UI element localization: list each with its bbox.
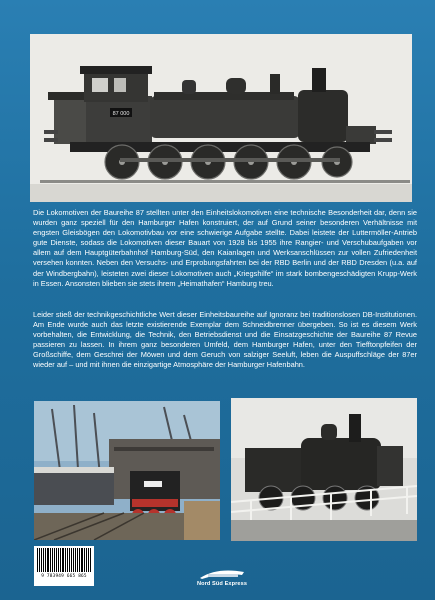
barcode-bar	[45, 548, 46, 572]
barcode-bar	[47, 548, 49, 572]
barcode-bar	[39, 548, 40, 572]
barcode-bar	[86, 548, 87, 572]
barcode-bar	[60, 548, 61, 572]
isbn-barcode	[34, 546, 94, 586]
locomotive-bw-photo	[231, 398, 417, 541]
barcode-bar	[56, 548, 57, 572]
number-plate-text: 87 000	[112, 111, 130, 117]
barcode-bar	[90, 548, 91, 572]
barcode-bar	[41, 548, 43, 572]
barcode-number: 9 783949 665 865	[41, 574, 87, 579]
barcode-bar	[37, 548, 38, 572]
locomotive-factory-photo	[30, 34, 412, 202]
barcode-bar	[71, 548, 72, 572]
barcode-bar	[75, 548, 77, 572]
barcode-bar	[79, 548, 80, 572]
barcode-bar	[73, 548, 74, 572]
barcode-bar	[58, 548, 60, 572]
barcode-bar	[67, 548, 68, 572]
description-paragraph-2: Leider stieß der technikgeschichtliche Wert dieser Einheitsbaureihe auf Ignoranz bei traditionslosen DB-Institutionen. Am Ende wurde auch das letzte existierende Exemplar dem Schneidbrenner übergeben. So ist es diesem Werk vorbehalten, die Entwicklung, die Technik, den Betriebsdienst und die Einsatzgeschichte der Baureihe 87 Revue passieren zu lassen. In ihrem ganz besonderen Umfeld, dem Hamburger Hafen, unter den Tiefftonpfeifen der Großschiffe, dem Geschrei der Möwen und dem Geruch von salziger Seeluft, leben die Auspuffschläge der 87er wieder auf – und mit ihnen die einzigartige Atmosphäre der Hamburger Hafenbahn.	[33, 310, 417, 370]
barcode-bar	[84, 548, 85, 572]
train-swoosh-icon	[198, 568, 246, 580]
barcode-bar	[65, 548, 66, 572]
publisher-logo	[192, 568, 252, 592]
barcode-bar	[69, 548, 71, 572]
barcode-bar	[43, 548, 44, 572]
barcode-bar	[88, 548, 90, 572]
barcode-bars	[37, 548, 91, 572]
barcode-bar	[52, 548, 54, 572]
description-paragraph-1: Die Lokomotiven der Baureihe 87 stellten unter den Einheitslokomotiven eine technische Besonderheit dar, denn sie wurden ganz speziell für den Hamburger Hafen konstruiert, der auf Grund seiner besonderen Verhältnisse mit engsten Gleisbögen den Lokomotivbau vor eine schwierige Aufgabe stellte. Dabei leistete der Luttermöller-Antrieb gute Dienste, sodass die Lokomotiven dieser Bauart von 1928 bis 1955 ihre Rangier- und Verschubaufgaben vor allem auf dem Hauptgüterbahnhof Hamburg-Süd, den Kaianlagen und Werksanschlüssen zur vollen Zufriedenheit versehen konnten. Neben den Versuchs- und Erprobungsfahrten bei der RBD Berlin und der RBD Dresden (u.a. auf der Windbergbahn), leisteten zwei dieser Lokomotiven auch „Kriegshilfe“ im stark bombengeschädigten Krupp-Werk in Essen. Ansonsten blieben sie stets ihrem „Heimathafen“ Hamburg treu.	[33, 208, 417, 288]
harbour-color-photo	[34, 401, 220, 540]
barcode-bar	[50, 548, 51, 572]
barcode-bar	[62, 548, 64, 572]
barcode-bar	[81, 548, 83, 572]
publisher-name: Nord Süd Express	[196, 581, 248, 587]
barcode-bar	[54, 548, 55, 572]
barcode-bar	[77, 548, 78, 572]
